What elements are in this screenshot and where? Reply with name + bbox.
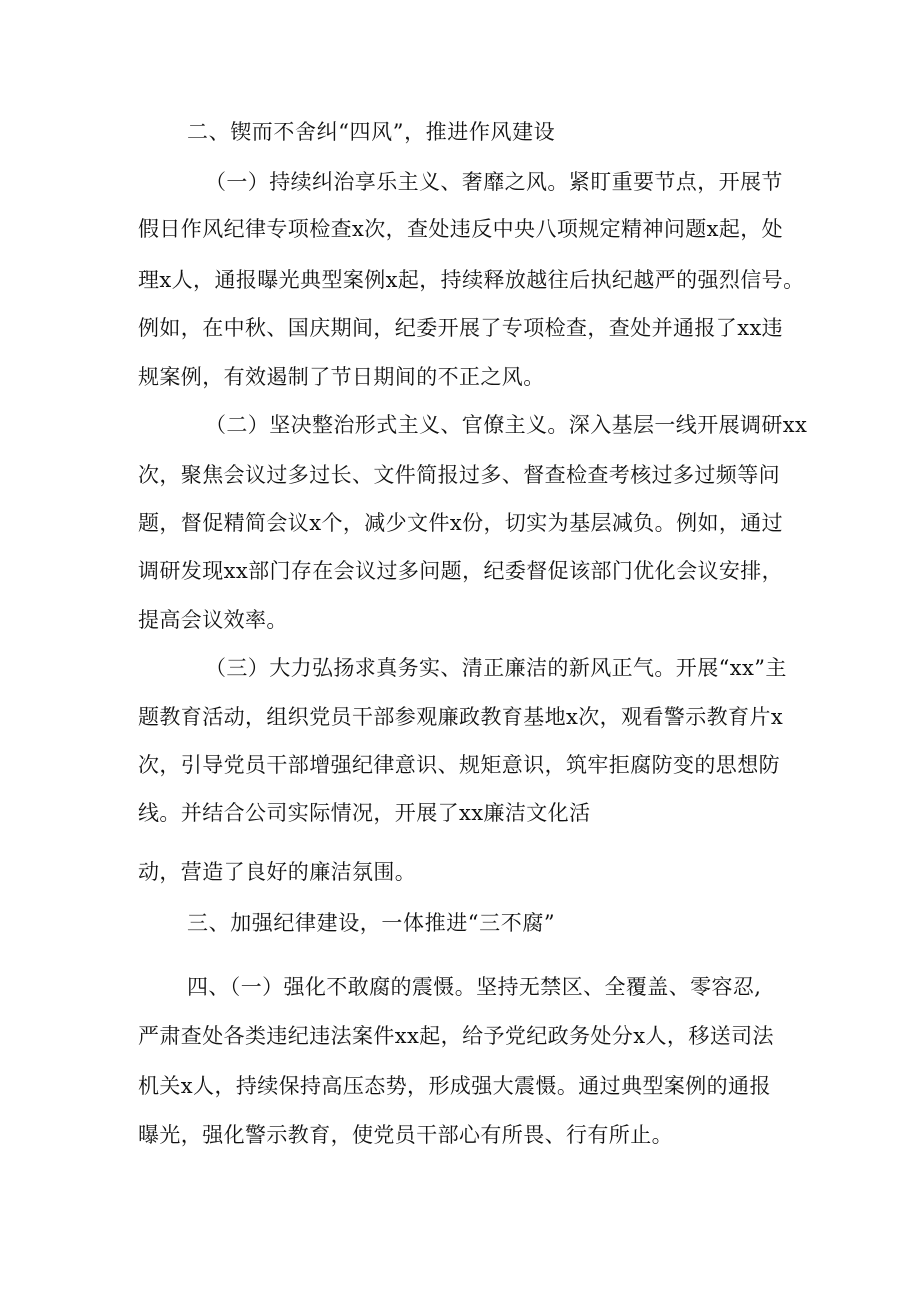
paragraph-line: 次，引导党员干部增强纪律意识、规矩意识，筑牢拒腐防变的思想防 [138,753,780,777]
paragraph-line: 严肃查处各类违纪违法案件xx起，给予党纪政务处分x人，移送司法 [138,1024,774,1048]
paragraph-line: 题教育活动，组织党员干部参观廉政教育基地x次，观看警示教育片x [138,705,784,729]
paragraph-line: 例如，在中秋、国庆期间，纪委开展了专项检查，查处并通报了xx违 [138,316,784,340]
section-3-heading: 三、加强纪律建设，一体推进“三不腐” [187,911,556,935]
paragraph-line: 规案例，有效遏制了节日期间的不正之风。 [138,365,545,389]
paragraph-line: 曝光，强化警示教育，使党员干部心有所畏、行有所止。 [138,1123,673,1147]
paragraph-line: 假日作风纪律专项检查x次，查处违反中央八项规定精神问题x起，处 [138,217,784,241]
paragraph-line: （三）大力弘扬求真务实、清正廉洁的新风正气。开展“xx”主 [205,656,787,680]
paragraph-line: 四、（一）强化不敢腐的震慑。坚持无禁区、全覆盖、零容忍, [187,975,762,999]
paragraph-line: 提高会议效率。 [138,608,288,632]
paragraph-line: 次，聚焦会议过多过长、文件简报过多、督查检查考核过多过频等问 [138,463,780,487]
paragraph-line: 题，督促精简会议x个，减少文件x份，切实为基层减负。例如，通过 [138,511,784,535]
section-2-heading: 二、锲而不舍纠“四风”，推进作风建设 [187,120,556,144]
paragraph-line: （二）坚决整治形式主义、官僚主义。深入基层一线开展调研xx [205,413,808,437]
paragraph-line: 线。并结合公司实际情况，开展了xx廉洁文化活 [138,801,591,825]
paragraph-line: 动，营造了良好的廉洁氛围。 [138,860,417,884]
paragraph-line: （一）持续纠治享乐主义、奢靡之风。紧盯重要节点，开展节 [205,170,783,194]
paragraph-line: 调研发现xx部门存在会议过多问题，纪委督促该部门优化会议安排， [138,559,784,583]
paragraph-line: 机关x人，持续保持高压态势，形成强大震慑。通过典型案例的通报 [138,1074,771,1098]
paragraph-line: 理x人，通报曝光典型案例x起，持续释放越往后执纪越严的强烈信号。 [138,268,805,292]
